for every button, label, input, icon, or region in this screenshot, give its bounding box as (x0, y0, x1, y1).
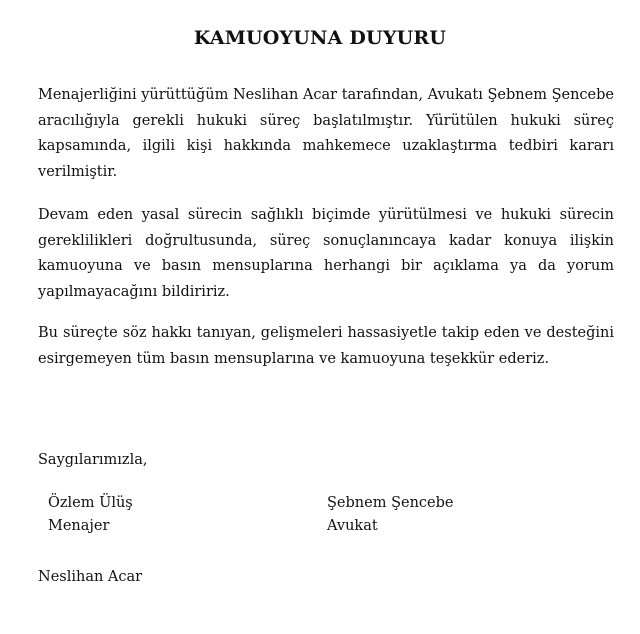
document-title: KAMUOYUNA DUYURU (193, 27, 447, 49)
signatory-name: Şebnem Şencebe (327, 495, 454, 511)
signature-block-lawyer (327, 492, 454, 538)
signatory-name: Özlem Ülüş (48, 495, 133, 511)
paragraph-3: Bu süreçte söz hakkı tanıyan, gelişmeleri hassasiyetle takip eden ve desteğini esirgemeyen tüm basın mensuplarına ve kamuoyuna teşekkür ederiz. (38, 325, 614, 367)
paragraph-2: Devam eden yasal sürecin sağlıklı biçimde yürütülmesi ve hukuki sürecin gereklilikleri doğrultusunda, süreç sonuçlanıncaya kadar konuya ilişkin kamuoyuna ve basın mensuplarına herhangi bir açıklama ya da yorum yapılmayacağını bildiririz. (38, 207, 614, 300)
closing-salutation: Saygılarımızla, (38, 452, 148, 468)
paragraph-1: Menajerliğini yürüttüğüm Neslihan Acar tarafından, Avukatı Şebnem Şencebe aracılığıyla gerekli hukuki süreç başlatılmıştır. Yürütülen hukuki süreç kapsamında, ilgili kişi hakkında mahkemece uzaklaştırma tedbiri kararı verilmiştir. (38, 87, 614, 180)
signature-block-manager (48, 492, 133, 538)
signatory-role: Avukat (327, 518, 378, 534)
signatory-role: Menajer (48, 518, 110, 534)
artist-name: Neslihan Acar (38, 569, 143, 585)
